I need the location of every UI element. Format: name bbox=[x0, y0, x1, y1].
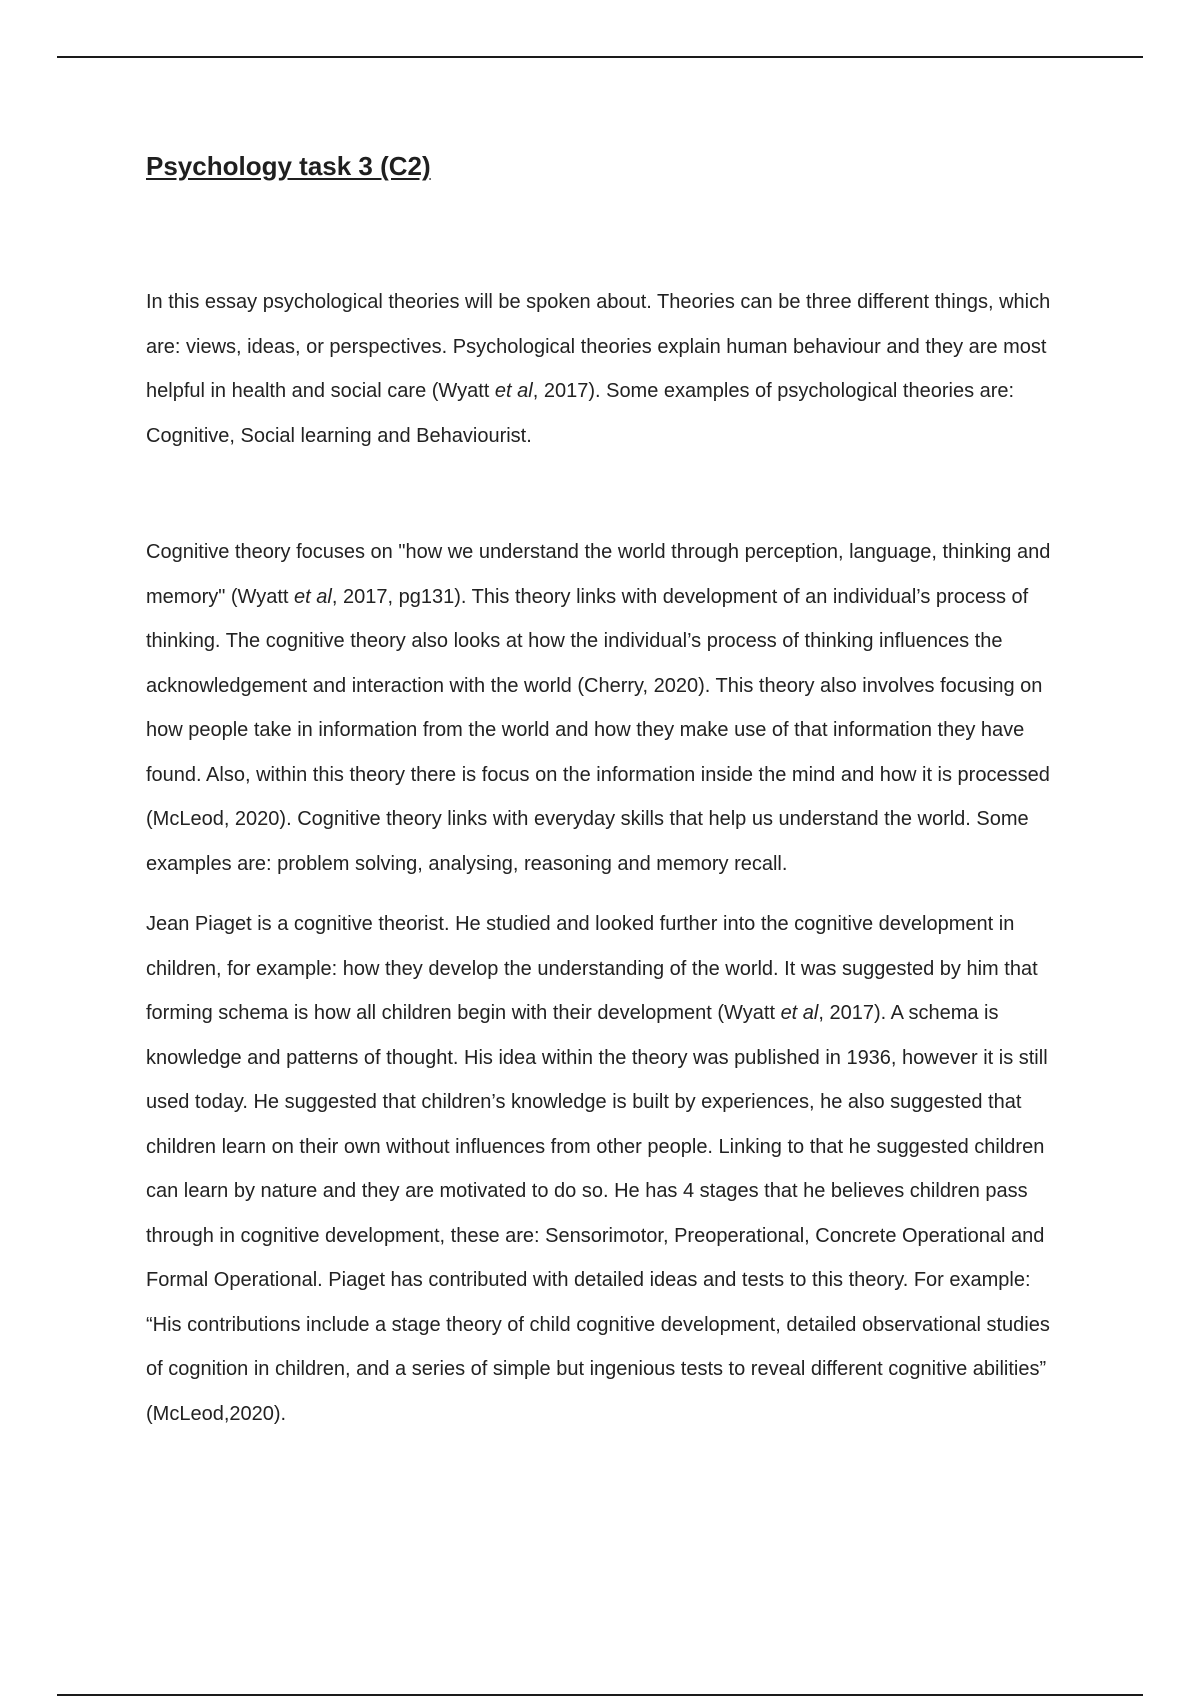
text-span: , 2017, pg131). This theory links with development of an individual’s process of thinking. The cognitive theory also looks at how the individual’s process of thinking influences the acknowledgement and interaction with the world (Cherry, 2020). This theory also involves focusing on how people take in information from the world and how they make use of that information they have found. Also, within this theory there is focus on the information inside the mind and how it is processed (McLeod, 2020). Cognitive theory links with everyday skills that help us understand the world. Some examples are: problem solving, analysing, reasoning and memory recall. bbox=[146, 585, 1050, 875]
header-rule bbox=[57, 56, 1143, 58]
text-span: Jean Piaget is a cognitive theorist. He studied and looked further into the cognitive development in children, for example: how they develop the understanding of the world. It was suggested by him that forming schema is how all children begin with their development (Wyatt bbox=[146, 913, 1038, 1024]
italic-citation: et al bbox=[780, 1002, 819, 1024]
text-span: Cognitive theory focuses on "how we understand the world through perception, language, thinking and memory" (Wyatt bbox=[146, 541, 1051, 608]
italic-citation: et al bbox=[494, 380, 533, 402]
text-span: In this essay psychological theories will be spoken about. Theories can be three different things, which are: views, ideas, or perspectives. Psychological theories explain human behaviour and they are most helpful in health and social care (Wyatt bbox=[146, 291, 1051, 402]
paragraph-cognitive-theory bbox=[146, 530, 1066, 886]
paragraph-intro bbox=[146, 280, 1066, 458]
text-span: , 2017). Some examples of psychological theories are: Cognitive, Social learning and Behaviourist. bbox=[146, 380, 1015, 447]
italic-citation: et al bbox=[294, 585, 332, 608]
document-title: Psychology task 3 (C2) bbox=[146, 151, 431, 181]
footer-rule bbox=[57, 1694, 1143, 1696]
paragraph-piaget bbox=[146, 902, 1066, 1436]
document-body bbox=[146, 146, 1066, 1436]
text-span: , 2017). A schema is knowledge and patterns of thought. His idea within the theory was published in 1936, however it is still used today. He suggested that children’s knowledge is built by experiences, he also suggested that children learn on their own without influences from other people. Linking to that he suggested children can learn by nature and they are motivated to do so. He has 4 stages that he believes children pass through in cognitive development, these are: Sensorimotor, Preoperational, Concrete Operational and Formal Operational. Piaget has contributed with detailed ideas and tests to this theory. For example: “His contributions include a stage theory of child cognitive development, detailed observational studies of cognition in children, and a series of simple but ingenious tests to reveal different cognitive abilities” (McLeod,2020). bbox=[146, 1002, 1050, 1425]
